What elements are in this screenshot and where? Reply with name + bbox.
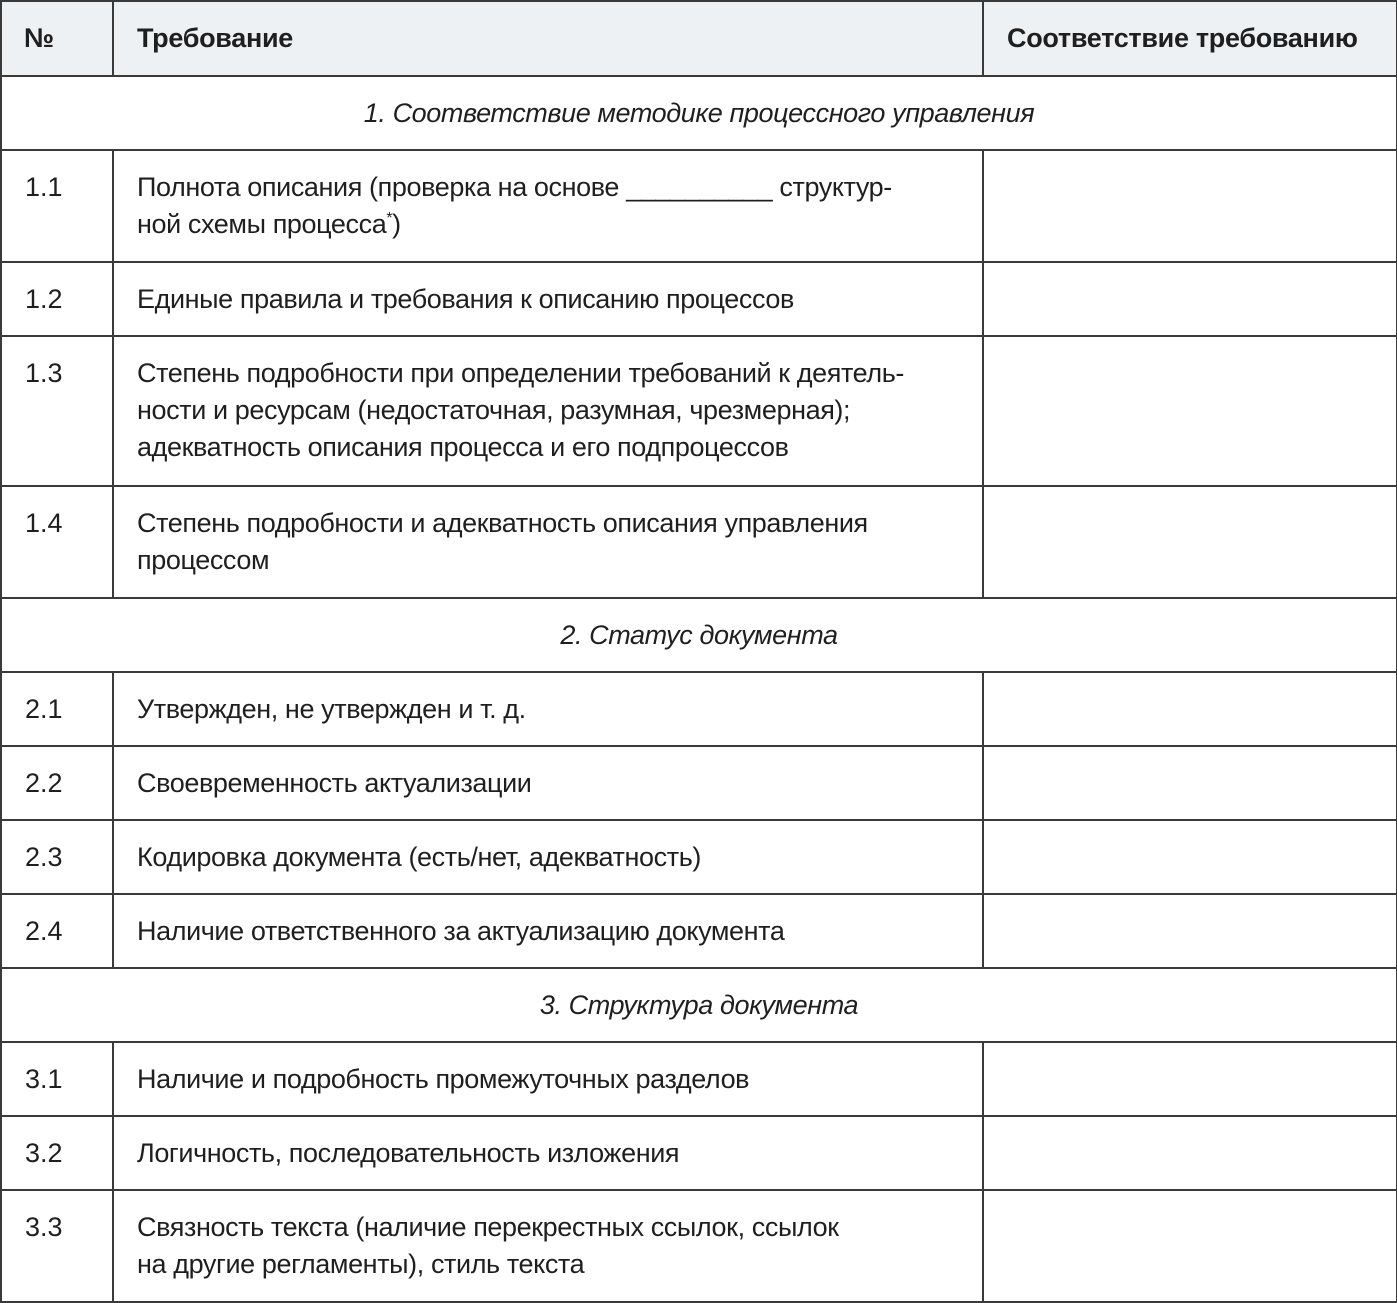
row-requirement: Степень подробности при определении требований к деятель- ности и ресурсам (недостаточная, разумная, чрезмерная); адекватность описания процесса и его подпроцессов bbox=[113, 336, 983, 486]
compliance-cell[interactable] bbox=[983, 486, 1397, 598]
table-row bbox=[1, 746, 1397, 820]
table-row bbox=[1, 1116, 1397, 1190]
row-requirement bbox=[113, 150, 983, 262]
row-number: 3.3 bbox=[1, 1190, 113, 1302]
row-requirement-text: Полнота описания (проверка на основе __________ структур- ной схемы процесса bbox=[137, 172, 892, 239]
row-requirement: Связность текста (наличие перекрестных ссылок, ссылок на другие регламенты), стиль текста bbox=[113, 1190, 983, 1302]
table-row bbox=[1, 894, 1397, 968]
section-title: 2. Статус документа bbox=[1, 598, 1397, 672]
row-requirement: Наличие ответственного за актуализацию документа bbox=[113, 894, 983, 968]
table-row bbox=[1, 1042, 1397, 1116]
section-title: 3. Структура документа bbox=[1, 968, 1397, 1042]
footnote-marker: * bbox=[386, 210, 393, 227]
header-number: № bbox=[1, 1, 113, 76]
table-row bbox=[1, 1190, 1397, 1302]
row-number: 1.1 bbox=[1, 150, 113, 262]
row-requirement: Утвержден, не утвержден и т. д. bbox=[113, 672, 983, 746]
row-number: 1.4 bbox=[1, 486, 113, 598]
row-number: 2.4 bbox=[1, 894, 113, 968]
compliance-cell[interactable] bbox=[983, 672, 1397, 746]
table-row bbox=[1, 336, 1397, 486]
row-number: 3.1 bbox=[1, 1042, 113, 1116]
compliance-cell[interactable] bbox=[983, 336, 1397, 486]
header-requirement: Требование bbox=[113, 1, 983, 76]
table-header-row bbox=[1, 1, 1397, 76]
compliance-cell[interactable] bbox=[983, 1116, 1397, 1190]
table-row bbox=[1, 820, 1397, 894]
compliance-cell[interactable] bbox=[983, 894, 1397, 968]
header-compliance: Соответствие требованию bbox=[983, 1, 1397, 76]
section-row bbox=[1, 598, 1397, 672]
compliance-cell[interactable] bbox=[983, 746, 1397, 820]
row-number: 1.2 bbox=[1, 262, 113, 336]
row-number: 1.3 bbox=[1, 336, 113, 486]
row-requirement: Своевременность актуализации bbox=[113, 746, 983, 820]
row-number: 2.3 bbox=[1, 820, 113, 894]
row-number: 2.1 bbox=[1, 672, 113, 746]
section-row bbox=[1, 968, 1397, 1042]
compliance-cell[interactable] bbox=[983, 262, 1397, 336]
row-requirement: Степень подробности и адекватность описания управления процессом bbox=[113, 486, 983, 598]
section-row bbox=[1, 76, 1397, 150]
table-row bbox=[1, 672, 1397, 746]
compliance-cell[interactable] bbox=[983, 1190, 1397, 1302]
row-number: 3.2 bbox=[1, 1116, 113, 1190]
row-number: 2.2 bbox=[1, 746, 113, 820]
compliance-cell[interactable] bbox=[983, 1042, 1397, 1116]
row-requirement: Единые правила и требования к описанию процессов bbox=[113, 262, 983, 336]
section-title: 1. Соответствие методике процессного управления bbox=[1, 76, 1397, 150]
table-row bbox=[1, 150, 1397, 262]
table-row bbox=[1, 486, 1397, 598]
compliance-cell[interactable] bbox=[983, 150, 1397, 262]
row-requirement: Кодировка документа (есть/нет, адекватность) bbox=[113, 820, 983, 894]
table-row bbox=[1, 262, 1397, 336]
row-requirement: Логичность, последовательность изложения bbox=[113, 1116, 983, 1190]
row-requirement: Наличие и подробность промежуточных разделов bbox=[113, 1042, 983, 1116]
row-requirement-tail: ) bbox=[392, 209, 401, 239]
compliance-cell[interactable] bbox=[983, 820, 1397, 894]
